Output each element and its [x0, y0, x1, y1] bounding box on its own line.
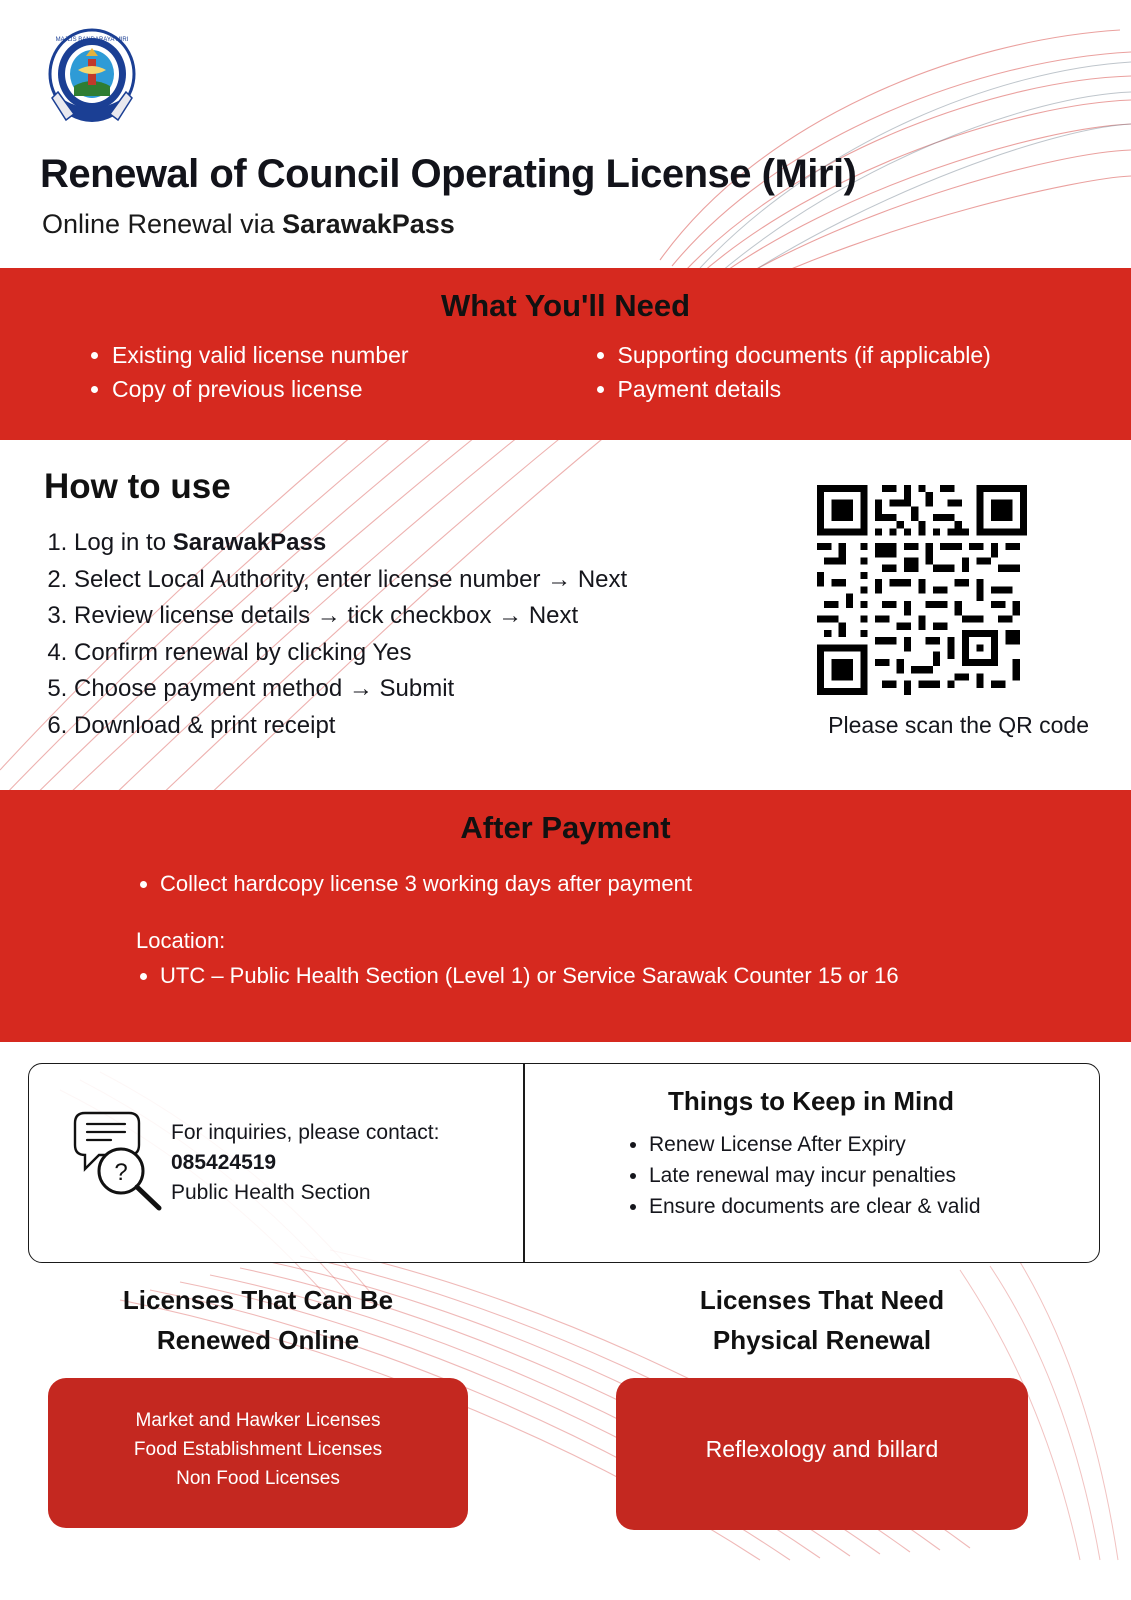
license-categories-section [0, 1280, 1131, 1600]
heading-line-2: Physical Renewal [712, 1325, 932, 1355]
location-list [0, 960, 1131, 992]
list-item: • Late renewal may incur penalties [649, 1160, 1099, 1191]
list-item: • Renew License After Expiry [649, 1129, 1099, 1160]
page-subtitle [42, 209, 455, 240]
things-heading: Things to Keep in Mind [668, 1086, 954, 1116]
contact-phone[interactable]: 085424519 [171, 1151, 277, 1174]
list-item: • Ensure documents are clear & valid [649, 1191, 1099, 1222]
list-item: Reflexology and billard [705, 1436, 939, 1462]
after-payment-heading: After Payment [460, 810, 671, 845]
list-item: 5. Choose payment method → Submit [74, 671, 774, 708]
what-you-need-heading: What You'll Need [440, 288, 691, 323]
sarawakpass-qr-code[interactable] [817, 485, 1027, 695]
step-text: Log in to [74, 529, 173, 556]
location-label: Location: [136, 928, 226, 953]
list-item: • UTC – Public Health Section (Level 1) or Service Sarawak Counter 15 or 16 [160, 960, 1131, 992]
contact-panel [29, 1064, 523, 1262]
council-crest-logo [44, 26, 140, 130]
list-item: • Existing valid license number [112, 338, 566, 372]
things-list [523, 1129, 1099, 1222]
how-to-use-steps [44, 525, 774, 744]
list-item: 6. Download & print receipt [74, 708, 774, 745]
list-item: Non Food Licenses [176, 1468, 340, 1489]
svg-text:?: ? [114, 1159, 128, 1186]
contact-department: Public Health Section [171, 1181, 371, 1204]
list-item: 4. Confirm renewal by clicking Yes [74, 635, 774, 672]
list-item: • Payment details [618, 372, 1072, 406]
what-you-need-right-column [566, 338, 1072, 406]
list-item: • Copy of previous license [112, 372, 566, 406]
list-item [74, 525, 774, 562]
physical-licenses-pill [616, 1378, 1028, 1530]
poster-header [0, 0, 1131, 268]
after-payment-section [0, 790, 1131, 1042]
subtitle-text: Online Renewal via [42, 209, 283, 239]
svg-text:MAJLIS BANDARAYA MIRI: MAJLIS BANDARAYA MIRI [55, 37, 129, 43]
how-to-use-section [0, 440, 1131, 790]
list-item: Food Establishment Licenses [133, 1439, 383, 1460]
contact-intro: For inquiries, please contact: [171, 1121, 440, 1144]
what-you-need-left-column [60, 338, 566, 406]
what-you-need-section [0, 268, 1131, 440]
info-box [28, 1063, 1100, 1263]
list-item: Market and Hawker Licenses [135, 1410, 381, 1431]
step-bold: SarawakPass [172, 529, 327, 556]
heading-line-2: Renewed Online [156, 1325, 360, 1355]
after-payment-list [0, 868, 1131, 900]
heading-line-1: Licenses That Need [699, 1285, 945, 1315]
page-title: Renewal of Council Operating License (Miri) [40, 152, 857, 196]
list-item: 2. Select Local Authority, enter license number → Next [74, 562, 774, 599]
list-item: • Supporting documents (if applicable) [618, 338, 1072, 372]
things-to-keep-in-mind-panel [523, 1064, 1099, 1262]
online-licenses-pill [48, 1378, 468, 1528]
how-to-use-heading: How to use [44, 467, 231, 506]
physical-licenses-column [616, 1280, 1028, 1530]
list-item: 3. Review license details → tick checkbox → Next [74, 598, 774, 635]
online-licenses-column [48, 1280, 468, 1528]
heading-line-1: Licenses That Can Be [122, 1285, 394, 1315]
qr-caption: Please scan the QR code [828, 712, 1089, 738]
inquiry-magnifier-icon [67, 1109, 173, 1213]
physical-licenses-heading [616, 1280, 1028, 1360]
list-item: • Collect hardcopy license 3 working days after payment [160, 868, 1131, 900]
contact-details [171, 1118, 439, 1208]
online-licenses-heading [48, 1280, 468, 1360]
subtitle-brand: SarawakPass [282, 209, 455, 239]
